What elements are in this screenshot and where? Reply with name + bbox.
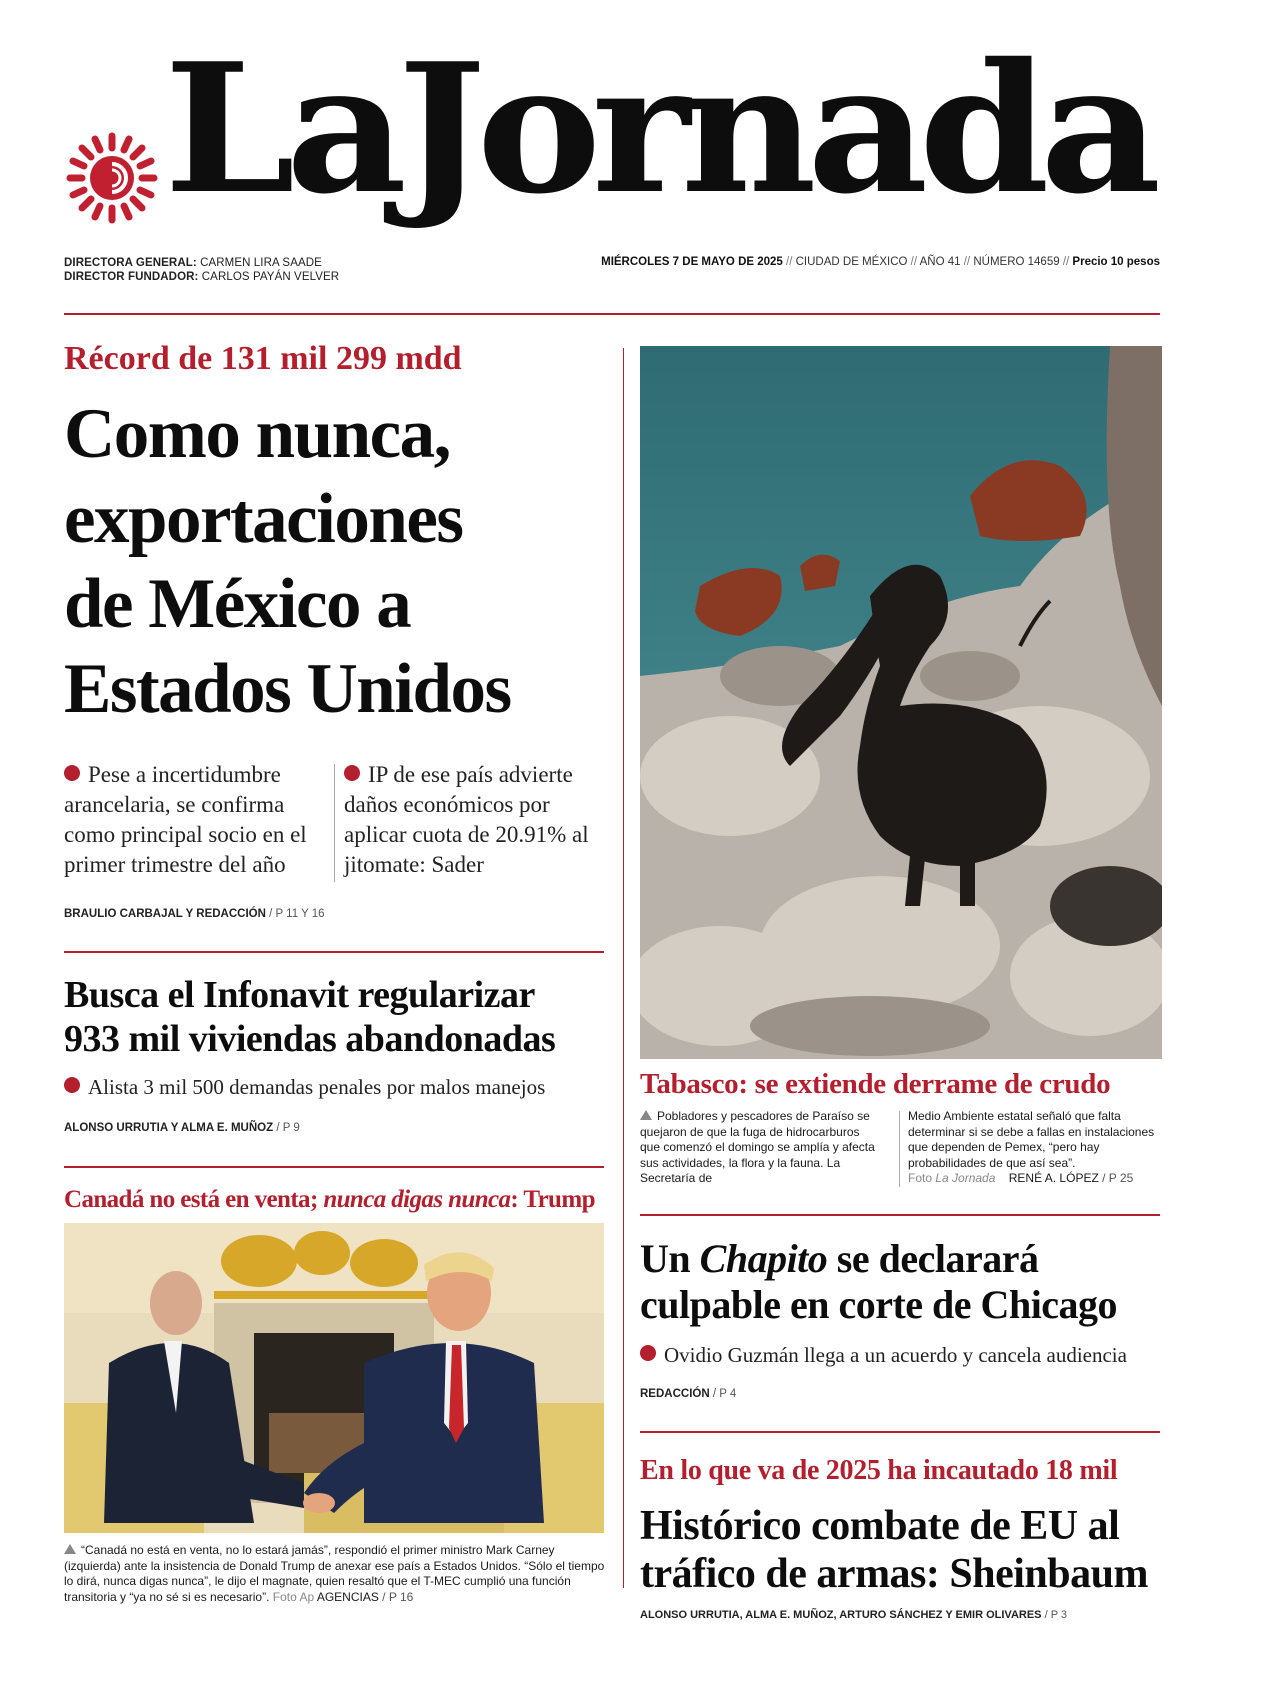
staff-name: CARMEN LIRA SAADE: [200, 257, 322, 269]
staff-role: DIRECTORA GENERAL:: [64, 257, 197, 269]
page-reference[interactable]: / P 3: [1044, 1609, 1068, 1621]
kicker-part: Canadá no está en venta;: [64, 1186, 318, 1213]
dateline: [601, 256, 1160, 268]
headline-line: Estados Unidos: [64, 650, 511, 728]
chapito-bullet: [640, 1342, 1170, 1368]
headline-line: exportaciones: [64, 480, 463, 558]
sun-logo-icon: [64, 130, 160, 226]
separator: //: [1062, 256, 1070, 268]
staff-credits: [64, 256, 339, 284]
chapito-headline[interactable]: [640, 1236, 1160, 1328]
separator: //: [910, 256, 918, 268]
tabasco-caption-left: [640, 1109, 880, 1187]
bullet-text: IP de ese país advierte daños económicos por aplicar cuota de 20.91% al jitomate: Sader: [344, 762, 589, 877]
lead-headline[interactable]: [64, 392, 624, 732]
lead-byline: [64, 908, 325, 920]
section-divider: [640, 1431, 1160, 1433]
edition-price: Precio 10 pesos: [1072, 256, 1160, 268]
bullet-text: Ovidio Guzmán llega a un acuerdo y cancela audiencia: [664, 1343, 1127, 1367]
byline-author: ALONSO URRUTIA, ALMA E. MUÑOZ, ARTURO SÁNCHEZ Y EMIR OLIVARES: [640, 1609, 1042, 1621]
section-divider: [64, 1166, 604, 1168]
headline-line: tráfico de armas: Sheinbaum: [640, 1551, 1148, 1597]
edition-year: AÑO 41: [919, 256, 961, 268]
byline-author: BRAULIO CARBAJAL Y REDACCIÓN: [64, 908, 266, 920]
page-reference[interactable]: / P 16: [382, 1589, 414, 1604]
staff-name: CARLOS PAYÁN VELVER: [201, 271, 340, 283]
photo-credit-label: Foto: [908, 1171, 933, 1185]
kicker-part: : Trump: [510, 1186, 595, 1213]
separator: //: [786, 256, 793, 268]
byline-author: ALONSO URRUTIA Y ALMA E. MUÑOZ: [64, 1122, 274, 1134]
separator: //: [963, 256, 971, 268]
masthead-divider: [64, 313, 1160, 315]
page-reference[interactable]: / P 25: [1102, 1171, 1134, 1185]
lead-bullet-1: [64, 760, 326, 880]
caption-divider: [899, 1111, 900, 1187]
headline-italic: Chapito: [699, 1236, 828, 1281]
bullet-dot-icon: [640, 1345, 656, 1361]
headline-line: Busca el Infonavit regularizar: [64, 974, 535, 1016]
armas-kicker: En lo que va de 2025 ha incautado 18 mil: [640, 1455, 1118, 1486]
agency-credit: AGENCIAS: [316, 1589, 379, 1604]
section-divider: [64, 951, 604, 953]
photographer-credit: RENÉ A. LÓPEZ: [1008, 1171, 1099, 1185]
headline-line: de México a: [64, 565, 411, 643]
edition-number: NÚMERO 14659: [973, 256, 1060, 268]
edition-city: CIUDAD DE MÉXICO: [795, 256, 908, 268]
section-divider: [640, 1214, 1160, 1216]
headline-line: [640, 1236, 1160, 1282]
armas-headline[interactable]: [640, 1502, 1170, 1598]
tabasco-caption-right: [908, 1109, 1160, 1187]
page-reference[interactable]: / P 4: [712, 1388, 737, 1400]
infonavit-bullet: [64, 1074, 624, 1100]
bullet-dot-icon: [64, 765, 80, 781]
headline-part: se declarará: [836, 1236, 1039, 1281]
headline-part: Un: [640, 1236, 691, 1281]
caption-text: Medio Ambiente estatal señaló que falta determinar si se debe a fallas en instalaciones que dependen de Pemex, “pero hay probabilidades de que así sea”.: [908, 1109, 1155, 1170]
lead-bullet-2: [344, 760, 608, 880]
byline-author: REDACCIÓN: [640, 1388, 710, 1400]
photo-credit-source: La Jornada: [935, 1171, 996, 1185]
headline-line: culpable en corte de Chicago: [640, 1282, 1118, 1327]
photo-credit: [908, 1171, 995, 1185]
photo-credit: Foto Ap: [272, 1589, 315, 1604]
masthead: [64, 24, 1160, 290]
caption-triangle-icon: [64, 1544, 76, 1554]
pelican-photo-image: [640, 346, 1162, 1059]
canada-caption: [64, 1543, 609, 1605]
canada-kicker: [64, 1186, 595, 1214]
caption-text: Pobladores y pescadores de Paraíso se quejaron de que la fuga de hidrocarburos que comenzó el domingo se amplía y afecta sus actividades, la flora y la fauna. La Secretaría de: [640, 1109, 875, 1185]
carney-trump-photo-image: [64, 1223, 604, 1533]
headline-line: Como nunca,: [64, 395, 450, 473]
chapito-byline: [640, 1388, 736, 1400]
bullet-dot-icon: [64, 1077, 80, 1093]
page-reference[interactable]: / P 11 Y 16: [269, 908, 325, 920]
caption-triangle-icon: [640, 1110, 652, 1120]
staff-role: DIRECTOR FUNDADOR:: [64, 271, 199, 283]
armas-byline: [640, 1609, 1067, 1621]
edition-date: MIÉRCOLES 7 DE MAYO DE 2025: [601, 256, 783, 268]
carney-trump-photo: [64, 1223, 604, 1533]
kicker-italic: nunca digas nunca: [323, 1186, 511, 1213]
infonavit-byline: [64, 1122, 300, 1134]
bullet-text: Alista 3 mil 500 demandas penales por malos manejos: [88, 1075, 546, 1099]
bullet-divider: [334, 764, 335, 882]
tabasco-headline[interactable]: Tabasco: se extiende derrame de crudo: [640, 1068, 1111, 1100]
infonavit-headline[interactable]: [64, 973, 624, 1061]
bullet-dot-icon: [344, 765, 360, 781]
masthead-logo: LaJornada: [164, 24, 1152, 233]
headline-line: 933 mil viviendas abandonadas: [64, 1018, 556, 1060]
bullet-text: Pese a incertidumbre arancelaria, se confirma como principal socio en el primer trimestre del año: [64, 762, 307, 877]
pelican-photo: [640, 346, 1162, 1059]
headline-line: Histórico combate de EU al: [640, 1503, 1120, 1549]
caption-text: “Canadá no está en venta, no lo estará jamás”, respondió el primer ministro Mark Carney (izquierda) ante la insistencia de Donald Trump de anexar ese país a Estados Unidos. “Sólo el tiempo lo dirá, nunca digas nunca”, le dijo el magnate, quien resaltó que el T-MEC cumplió una función transitoria y “ya no sé si es necesario”.: [64, 1543, 605, 1604]
page-reference[interactable]: / P 9: [276, 1122, 300, 1134]
lead-kicker: Récord de 131 mil 299 mdd: [64, 340, 462, 377]
